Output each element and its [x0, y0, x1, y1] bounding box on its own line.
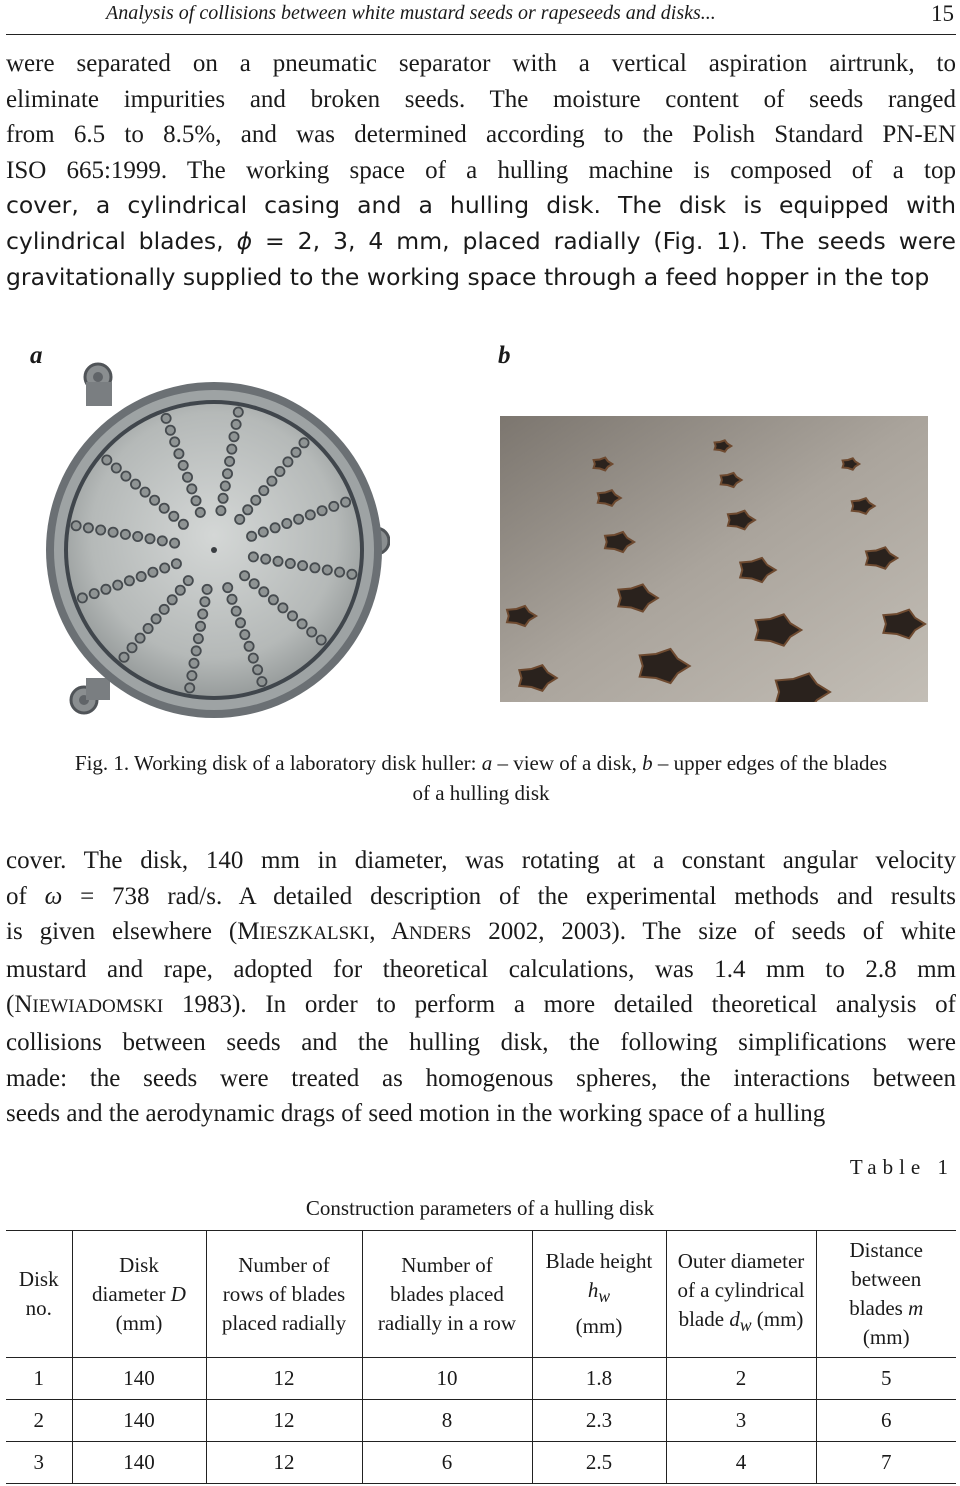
table-cell: 2.3	[532, 1400, 666, 1442]
author-initial: N	[14, 991, 33, 1019]
table-cell: 140	[72, 1358, 206, 1400]
blade-hole	[183, 473, 192, 482]
blade-hole	[191, 496, 200, 505]
blade-hole	[216, 506, 225, 515]
text-fragment: of	[6, 882, 45, 910]
blade-hole	[144, 624, 153, 633]
hulling-disk-photo	[26, 360, 390, 740]
blade-hole	[271, 523, 280, 532]
blade-hole	[172, 559, 181, 568]
col-outer-diameter: Outer diameter of a cylindrical blade $d_w$ (mm)	[666, 1231, 816, 1358]
table-cell: 140	[72, 1400, 206, 1442]
text-line	[6, 987, 956, 1025]
blade-hole	[72, 521, 81, 530]
blade-hole	[275, 467, 284, 476]
text-fragment: = 2, 3, 4 mm, placed radially (Fig. 1). The seeds were	[252, 226, 956, 255]
blade-hole	[184, 576, 193, 585]
table-cell: 6	[362, 1442, 532, 1484]
col-blades-per-row: Number of blades placed radially in a row	[362, 1231, 532, 1358]
blade-hole	[131, 480, 140, 489]
table-cell: 2.5	[532, 1442, 666, 1484]
blade-hole	[168, 595, 177, 604]
blade-hole	[200, 597, 209, 606]
blade-hole	[194, 634, 203, 643]
running-header	[6, 0, 956, 35]
text-fragment: (	[6, 991, 15, 1019]
blade-hole	[137, 572, 146, 581]
text-line: from 6.5 to 8.5%, and was determined according to the Polish Standard PN-EN	[6, 121, 956, 149]
author-smallcaps: IEWIADOMSKI	[32, 996, 164, 1018]
blade-hole	[335, 568, 344, 577]
table-cell: 1.8	[532, 1358, 666, 1400]
blade-hole	[318, 506, 327, 515]
blade-hole	[198, 609, 207, 618]
blade-hole	[310, 563, 319, 572]
blade-hole	[282, 519, 291, 528]
blade-hole	[247, 532, 256, 541]
blade-hole	[189, 659, 198, 668]
blade-hole	[113, 581, 122, 590]
blade-hole	[158, 536, 167, 545]
figure-caption	[6, 748, 956, 808]
author-smallcaps: NDERS	[409, 923, 472, 945]
blade-hole	[229, 432, 238, 441]
blade-hole	[259, 587, 268, 596]
text-fragment: 1983). In order to perform a more detailed theoretical analysis of	[163, 991, 956, 1019]
table-cell: 4	[666, 1442, 816, 1484]
text-line: cover, a cylindrical casing and a hulling disk. The disk is equipped with	[6, 191, 956, 220]
col-rows-of-blades: Number of rows of blades placed radially	[206, 1231, 362, 1358]
text-line: collisions between seeds and the hulling disk, the following simplifications were	[6, 1028, 956, 1056]
blade-hole	[269, 595, 278, 604]
blade-hole	[219, 494, 228, 503]
blade-hole	[227, 445, 236, 454]
table-cell: 3	[6, 1442, 72, 1484]
blade-hole	[253, 665, 262, 674]
text-line: made: the seeds were treated as homogenous spheres, the interactions between	[6, 1064, 956, 1092]
table-cell: 12	[206, 1400, 362, 1442]
blade-hole	[187, 671, 196, 680]
blade-hole	[192, 646, 201, 655]
blade-hole	[306, 510, 315, 519]
caption-text: – upper edges of the blades	[652, 751, 888, 775]
blade-hole	[323, 565, 332, 574]
blade-hole	[125, 576, 134, 585]
blade-hole	[90, 589, 99, 598]
text-line: mustard and rape, adopted for theoretical calculations, was 1.4 mm to 2.8 mm	[6, 955, 956, 983]
col-disk-diameter: Disk diameter D (mm)	[72, 1231, 206, 1358]
blade-hole	[223, 469, 232, 478]
blade-hole	[240, 630, 249, 639]
blade-hole	[225, 457, 234, 466]
blade-hole	[234, 408, 243, 417]
blade-hole	[288, 611, 297, 620]
caption-ref-b: b	[642, 751, 653, 775]
table-header-row	[6, 1231, 956, 1358]
blade-hole	[261, 555, 270, 564]
blade-hole	[232, 607, 241, 616]
blade-hole	[187, 484, 196, 493]
table-cell: 2	[666, 1358, 816, 1400]
parameters-table	[6, 1230, 956, 1484]
text-fragment: = 738 rad/s. A detailed description of the experimental methods and results	[62, 882, 957, 910]
blade-hole	[235, 515, 244, 524]
blade-hole	[179, 520, 188, 529]
figure-label-b: b	[498, 342, 511, 369]
blade-hole	[250, 579, 259, 588]
blade-hole	[249, 552, 258, 561]
caption-ref-a: a	[481, 751, 493, 775]
text-line	[6, 914, 956, 952]
text-fragment: cylindrical blades,	[6, 226, 237, 255]
blade-hole	[170, 539, 179, 548]
paragraph-1	[6, 46, 956, 295]
blade-hole	[169, 512, 178, 521]
author-initial: M	[237, 918, 260, 946]
blade-hole	[329, 502, 338, 511]
running-title: Analysis of collisions between white mustard seeds or rapeseeds and disks...	[106, 2, 716, 24]
caption-text: – view of a disk,	[492, 751, 643, 775]
text-fragment: is given elsewhere (	[6, 918, 238, 946]
blade-hole	[259, 486, 268, 495]
col-blade-height: Blade height $h_w$ (mm)	[532, 1231, 666, 1358]
blade-hole	[133, 532, 142, 541]
blade-hole	[278, 603, 287, 612]
blade-hole	[136, 634, 145, 643]
blade-hole	[160, 605, 169, 614]
blade-hole	[196, 508, 205, 517]
blade-hole	[221, 481, 230, 490]
blade-hole	[119, 653, 128, 662]
blade-hole	[298, 561, 307, 570]
table-row	[6, 1442, 956, 1484]
table-cell: 3	[666, 1400, 816, 1442]
blade-hole	[185, 683, 194, 692]
blade-hole	[257, 677, 266, 686]
table-row	[6, 1400, 956, 1442]
blade-hole	[141, 488, 150, 497]
blade-hole	[317, 635, 326, 644]
blade-hole	[294, 515, 303, 524]
blade-hole	[84, 523, 93, 532]
col-blade-distance: Distance between blades m (mm)	[816, 1231, 956, 1358]
blade-hole	[203, 585, 212, 594]
blade-hole	[232, 420, 241, 429]
author-smallcaps: IESZKALSKI	[259, 923, 370, 945]
blade-hole	[166, 426, 175, 435]
blade-hole	[259, 527, 268, 536]
text-fragment: 2002, 2003). The size of seeds of white	[471, 918, 957, 946]
table-label: Table 1	[849, 1155, 954, 1179]
blade-hole	[227, 595, 236, 604]
blade-hole	[145, 534, 154, 543]
blade-hole	[298, 619, 307, 628]
text-fragment: ,	[369, 918, 391, 946]
table-title: Construction parameters of a hulling disk	[305, 1196, 655, 1220]
blade-hole	[307, 627, 316, 636]
phi-symbol: ϕ	[236, 226, 253, 255]
figure-label-a: a	[30, 342, 43, 369]
blade-edges-photo	[500, 416, 928, 702]
blade-hole	[101, 585, 110, 594]
blade-hole	[341, 498, 350, 507]
blade-hole	[249, 654, 258, 663]
blade-hole	[251, 496, 260, 505]
blade-hole	[109, 528, 118, 537]
blade-hole	[243, 505, 252, 514]
photo-background	[500, 416, 928, 702]
omega-symbol: ω	[44, 882, 63, 910]
blade-hole	[347, 570, 356, 579]
blade-hole	[148, 568, 157, 577]
blade-hole	[267, 477, 276, 486]
col-disk-no: Disk no.	[6, 1231, 72, 1358]
blade-hole	[196, 622, 205, 631]
blade-hole	[240, 571, 249, 580]
blade-hole	[236, 618, 245, 627]
blade-hole	[152, 614, 161, 623]
blade-hole	[96, 525, 105, 534]
table-cell: 140	[72, 1442, 206, 1484]
text-line	[6, 224, 956, 260]
blade-hole	[78, 593, 87, 602]
caption-text: Fig. 1. Working disk of a laboratory disk huller:	[74, 751, 482, 775]
blade-hole	[162, 414, 171, 423]
blade-hole	[299, 438, 308, 447]
blade-hole	[174, 449, 183, 458]
text-line: ISO 665:1999. The working space of a hulling machine is composed of a top	[6, 156, 956, 184]
table-cell: 6	[816, 1400, 956, 1442]
blade-hole	[150, 496, 159, 505]
table-cell: 8	[362, 1400, 532, 1442]
text-line: seeds and the aerodynamic drags of seed motion in the working space of a hulling	[6, 1100, 826, 1128]
author-initial: A	[390, 918, 410, 946]
table-cell: 10	[362, 1358, 532, 1400]
blade-hole	[170, 437, 179, 446]
blade-hole	[245, 642, 254, 651]
table-cell: 5	[816, 1358, 956, 1400]
table-row	[6, 1358, 956, 1400]
table-cell: 2	[6, 1400, 72, 1442]
text-line: cover. The disk, 140 mm in diameter, was rotating at a constant angular velocity	[6, 847, 956, 874]
page-number: 15	[931, 1, 954, 26]
text-line: were separated on a pneumatic separator with a vertical aspiration airtrunk, to	[6, 50, 956, 77]
table-cell: 12	[206, 1358, 362, 1400]
blade-hole	[121, 472, 130, 481]
blade-hole	[160, 504, 169, 513]
text-line: gravitationally supplied to the working space through a feed hopper in the top	[6, 262, 930, 291]
text-line	[6, 879, 956, 915]
blade-hole	[283, 457, 292, 466]
blade-hole	[176, 586, 185, 595]
blade-hole	[121, 530, 130, 539]
blade-hole	[273, 557, 282, 566]
blade-hole	[160, 563, 169, 572]
table-cell: 7	[816, 1442, 956, 1484]
blade-hole	[291, 448, 300, 457]
blade-hole	[102, 455, 111, 464]
caption-line-2: of a hulling disk	[412, 781, 550, 805]
disk-center	[211, 547, 217, 553]
table-cell: 1	[6, 1358, 72, 1400]
paragraph-2	[6, 843, 956, 1132]
blade-hole	[223, 583, 232, 592]
blade-hole	[127, 643, 136, 652]
blade-hole	[112, 463, 121, 472]
blade-hole	[286, 559, 295, 568]
blade-hole	[179, 461, 188, 470]
table-cell: 12	[206, 1442, 362, 1484]
text-line: eliminate impurities and broken seeds. The moisture content of seeds ranged	[6, 85, 956, 113]
